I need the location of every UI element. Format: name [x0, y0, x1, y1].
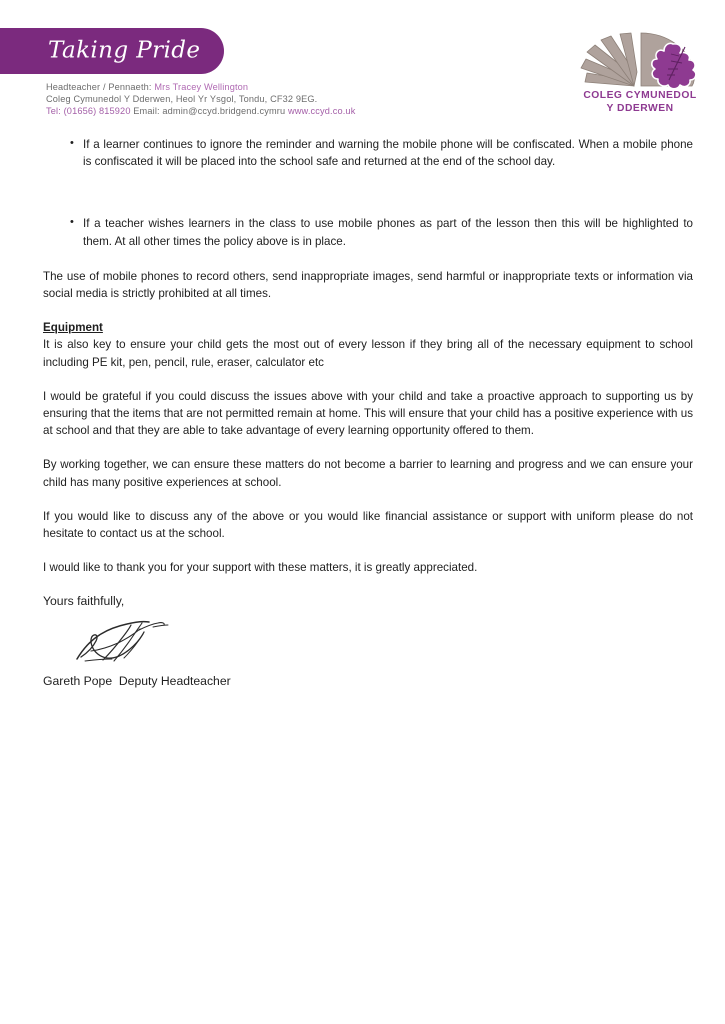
letter-body	[43, 136, 693, 690]
list-item: • If a teacher wishes learners in the class to use mobile phones as part of the lesson then this will be highlighted to them. At all other times the policy above is in place.	[43, 215, 693, 249]
headteacher-label: Headteacher / Pennaeth:	[46, 82, 155, 92]
contact-email[interactable]: Email: admin@ccyd.bridgend.cymru	[130, 106, 286, 117]
fan-segments	[581, 33, 637, 86]
spacer	[43, 576, 693, 593]
logo-name-line-2: Y DDERWEN	[606, 102, 674, 114]
paragraph-mobile-use: The use of mobile phones to record others, send inappropriate images, send harmful or inappropriate texts or information via social media is strictly prohibited at all times.	[43, 269, 693, 301]
contact-tel-email-web-line	[46, 105, 355, 117]
signature-area	[43, 611, 693, 673]
headteacher-name: Mrs Tracey Wellington	[154, 82, 249, 92]
taking-pride-banner	[0, 28, 224, 74]
oak-leaf-icon	[652, 43, 696, 88]
closing-salutation: Yours faithfully,	[43, 594, 125, 609]
paragraph-working-together: By working together, we can ensure these matters do not become a barrier to learning and progress and we can ensure your child has many positive experiences at school.	[43, 458, 693, 489]
paragraph-discuss: If you would like to discuss any of the above or you would like financial assistance or support with uniform please do not hesitate to contact us at the school.	[43, 509, 693, 541]
paragraph-thanks: I would like to thank you for your support with these matters, it is greatly appreciated.	[43, 561, 478, 575]
spacer	[43, 250, 693, 268]
letterhead	[0, 0, 725, 128]
contact-address-line: Coleg Cymunedol Y Dderwen, Heol Yr Ysgol, Tondu, CF32 9EG.	[46, 94, 318, 105]
contact-website-link[interactable]: www.ccyd.co.uk	[285, 106, 356, 117]
list-item: • If a learner continues to ignore the reminder and warning the mobile phone will be confiscated. When a mobile phone is confiscated it will be placed into the school safe and returned at the end of the school day.	[43, 136, 693, 170]
spacer	[43, 371, 693, 388]
logo-name-line-1: COLEG CYMUNEDOL	[583, 90, 697, 101]
paragraph-grateful: I would be grateful if you could discuss the issues above with your child and take a proactive approach to supporting us by ensuring that the items that are not permitted remain at home. This will ensure that your child has a positive experience with us at school and that they are able to take advantage of every learning opportunity offered to them.	[43, 389, 693, 438]
school-logo	[565, 24, 715, 128]
contact-telephone: Tel: (01656) 815920	[46, 106, 131, 117]
signatory-name-and-title: Gareth Pope Deputy Headteacher	[43, 673, 231, 688]
spacer	[43, 542, 693, 559]
paragraph-equipment: It is also key to ensure your child gets the most out of every lesson if they bring all of the necessary equipment to school including PE kit, pen, pencil, rule, eraser, calculator etc	[43, 338, 693, 369]
spacer	[43, 302, 693, 319]
logo-fan-oakleaf-mark	[565, 24, 715, 90]
logo-school-name	[565, 90, 715, 115]
bullet-spacer	[43, 170, 693, 215]
taking-pride-banner-text: Taking Pride	[48, 37, 201, 64]
equipment-heading: Equipment	[43, 321, 103, 335]
handwritten-signature	[69, 613, 189, 671]
mobile-phone-policy-bullets	[43, 136, 693, 250]
school-contact-details	[46, 81, 355, 118]
contact-headteacher-line	[46, 81, 355, 93]
spacer	[43, 491, 693, 508]
spacer	[43, 439, 693, 456]
